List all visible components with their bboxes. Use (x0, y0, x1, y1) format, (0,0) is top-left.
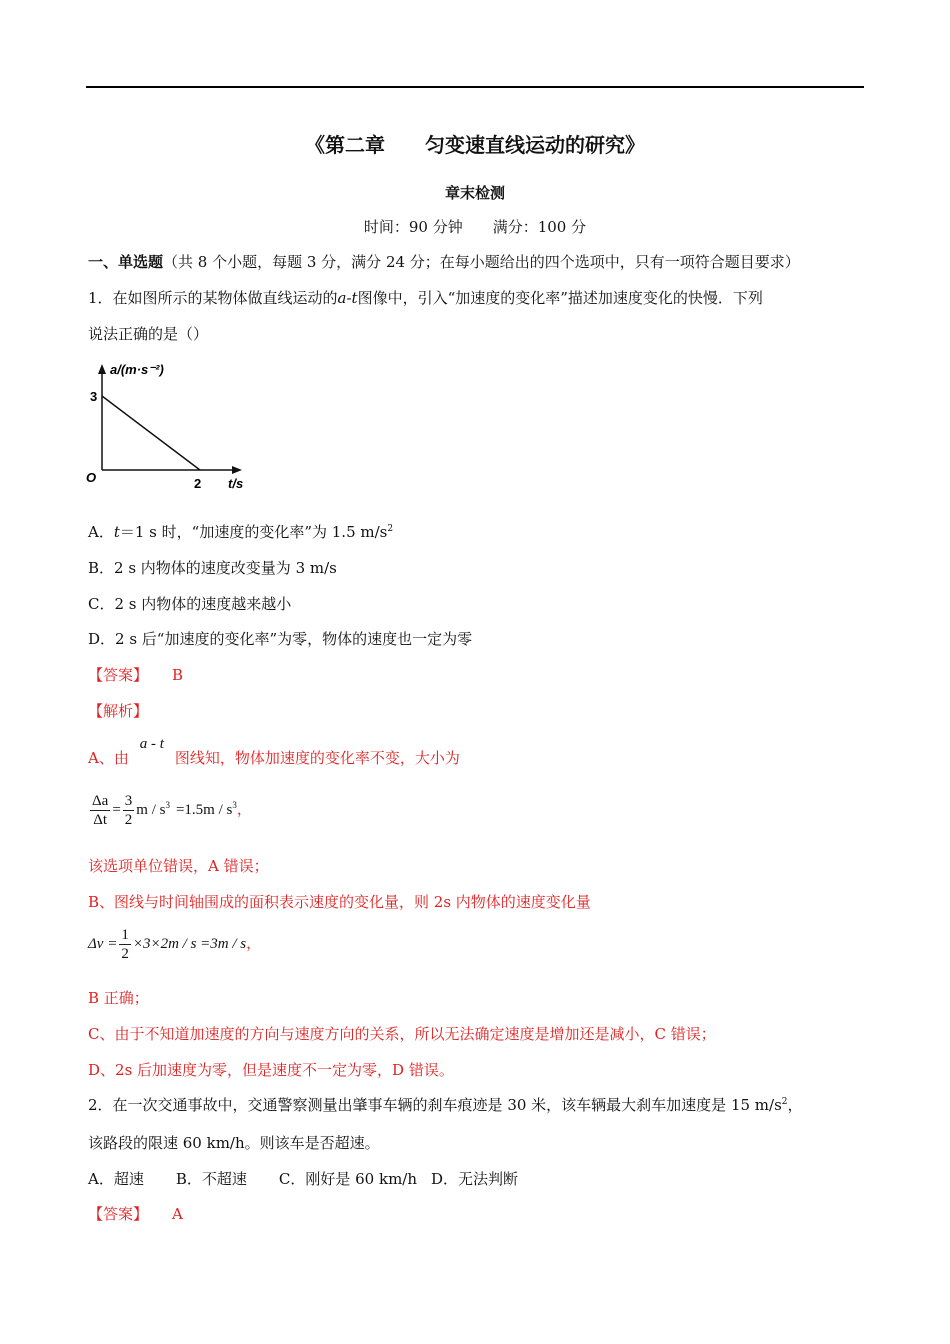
y-axis-arrow-icon (98, 364, 106, 374)
section-heading-note: （共 8 个小题，每题 3 分，满分 24 分；在每小题给出的四个选项中，只有一项符合题目要求） (163, 253, 800, 271)
q2-stem-line1 (88, 1095, 803, 1115)
q2-answer-value: A (172, 1205, 183, 1223)
formula-rate-lhs-den: Δt (93, 812, 108, 828)
formula-delta-v (88, 926, 261, 963)
q1-option-c: C．2 s 内物体的速度越来越小 (88, 595, 292, 613)
page-subtitle: 章末检测 (444, 184, 505, 202)
q2-answer-label: 【答案】 (88, 1205, 149, 1223)
q1-stem-part2: 图像中，引入“加速度的变化率”描述加速度变化的快慢．下列 (357, 289, 763, 307)
graph-line (102, 396, 200, 470)
q1-analysis-a-var: a - t (139, 736, 164, 752)
formula-rate-frac (123, 792, 135, 829)
formula-delta-v-frac-num: 1 (121, 927, 129, 943)
formula-rate-mid-sup: 3 (232, 799, 237, 810)
q1-stem-line1 (88, 288, 763, 308)
q2-option-c: C．刚好是 60 km/h (278, 1170, 418, 1188)
q1-option-a-var: t (113, 523, 120, 541)
formula-delta-v-frac-den: 2 (121, 946, 129, 962)
q1-option-a-prefix: A． (88, 523, 114, 541)
q1-analysis-b: B、图线与时间轴围成的面积表示速度的变化量，则 2s 内物体的速度变化量 (88, 893, 591, 911)
formula-rate-frac-den: 2 (124, 812, 133, 828)
section-heading-label: 一、单选题 (88, 253, 164, 271)
y-tick-label: 3 (90, 389, 98, 404)
q1-analysis-a (88, 736, 460, 769)
formula-delta-v-lhs: Δv = (88, 935, 118, 952)
q2-stem-text: 2．在一次交通事故中，交通警察测量出肇事车辆的刹车痕迹是 30 米，该车辆最大刹车加速度是 15 m/s (88, 1096, 782, 1114)
q2-option-a: A．超速 (88, 1170, 144, 1188)
q1-option-a (88, 522, 393, 542)
formula-rate-frac-num: 3 (124, 793, 133, 809)
formula-delta-v-rest: ×3×2m / s =3m / s (132, 935, 247, 952)
q1-option-d: D．2 s 后“加速度的变化率”为零，物体的速度也一定为零 (88, 630, 473, 648)
formula-rate (88, 792, 252, 829)
formula-rate-lhs (90, 792, 110, 829)
q1-option-a-sup: 2 (387, 524, 394, 534)
q1-option-b: B．2 s 内物体的速度改变量为 3 m/s (88, 559, 337, 577)
q1-answer (88, 665, 183, 685)
q1-at-graph (84, 356, 254, 496)
formula-rate-unit1-sup: 3 (165, 799, 170, 810)
formula-rate-mid: =1.5m / s (175, 801, 233, 818)
q1-analysis-a-end: 该选项单位错误，A 错误； (88, 857, 269, 875)
q1-analysis-d: D、2s 后加速度为零，但是速度不一定为零，D 错误。 (88, 1061, 454, 1079)
exam-time-info: 时间：90 分钟 满分：100 分 (363, 218, 587, 236)
q1-stem-part1: 1．在如图所示的某物体做直线运动的 (88, 289, 338, 307)
x-axis-arrow-icon (232, 466, 242, 474)
q1-option-a-text: ＝1 s 时，“加速度的变化率”为 1.5 m/s (119, 523, 388, 541)
header-rule (86, 86, 864, 88)
page-title: 《第二章 匀变速直线运动的研究》 (305, 133, 645, 157)
q1-answer-label: 【答案】 (88, 666, 149, 684)
x-tick-label: 2 (194, 476, 202, 491)
section-heading (88, 252, 800, 272)
q1-stem-var: a-t (337, 289, 358, 307)
q2-stem-tail: ， (787, 1096, 803, 1114)
formula-rate-lhs-num: Δa (92, 793, 109, 809)
q2-stem-sup: 2 (781, 1097, 788, 1107)
q2-answer (88, 1204, 183, 1224)
q1-analysis-label: 【解析】 (88, 702, 149, 720)
q1-stem-line2: 说法正确的是（） (88, 325, 209, 343)
q1-analysis-a-prefix: A、由 (88, 749, 129, 767)
q1-analysis-b-end: B 正确； (88, 989, 149, 1007)
x-axis-label: t/s (228, 476, 244, 491)
q1-analysis-a-suffix: 图线知，物体加速度的变化率不变，大小为 (174, 749, 460, 767)
q2-option-b: B．不超速 (175, 1170, 247, 1188)
q1-analysis-c: C、由于不知道加速度的方向与速度方向的关系，所以无法确定速度是增加还是减小，C 错误； (88, 1025, 716, 1043)
origin-label: O (86, 470, 97, 485)
q2-options (88, 1169, 518, 1189)
formula-rate-unit1: m / s (136, 801, 166, 818)
q2-stem-line2: 该路段的限速 60 km/h。则该车是否超速。 (88, 1134, 380, 1152)
q1-answer-value: B (172, 666, 184, 684)
formula-rate-tail: ， (236, 801, 252, 818)
q2-option-d: D．无法判断 (431, 1170, 519, 1188)
y-axis-label: a/(m·s⁻²) (110, 362, 164, 377)
formula-delta-v-tail: ， (246, 935, 262, 952)
formula-delta-v-frac (119, 926, 131, 963)
formula-rate-eq: = (112, 801, 121, 818)
